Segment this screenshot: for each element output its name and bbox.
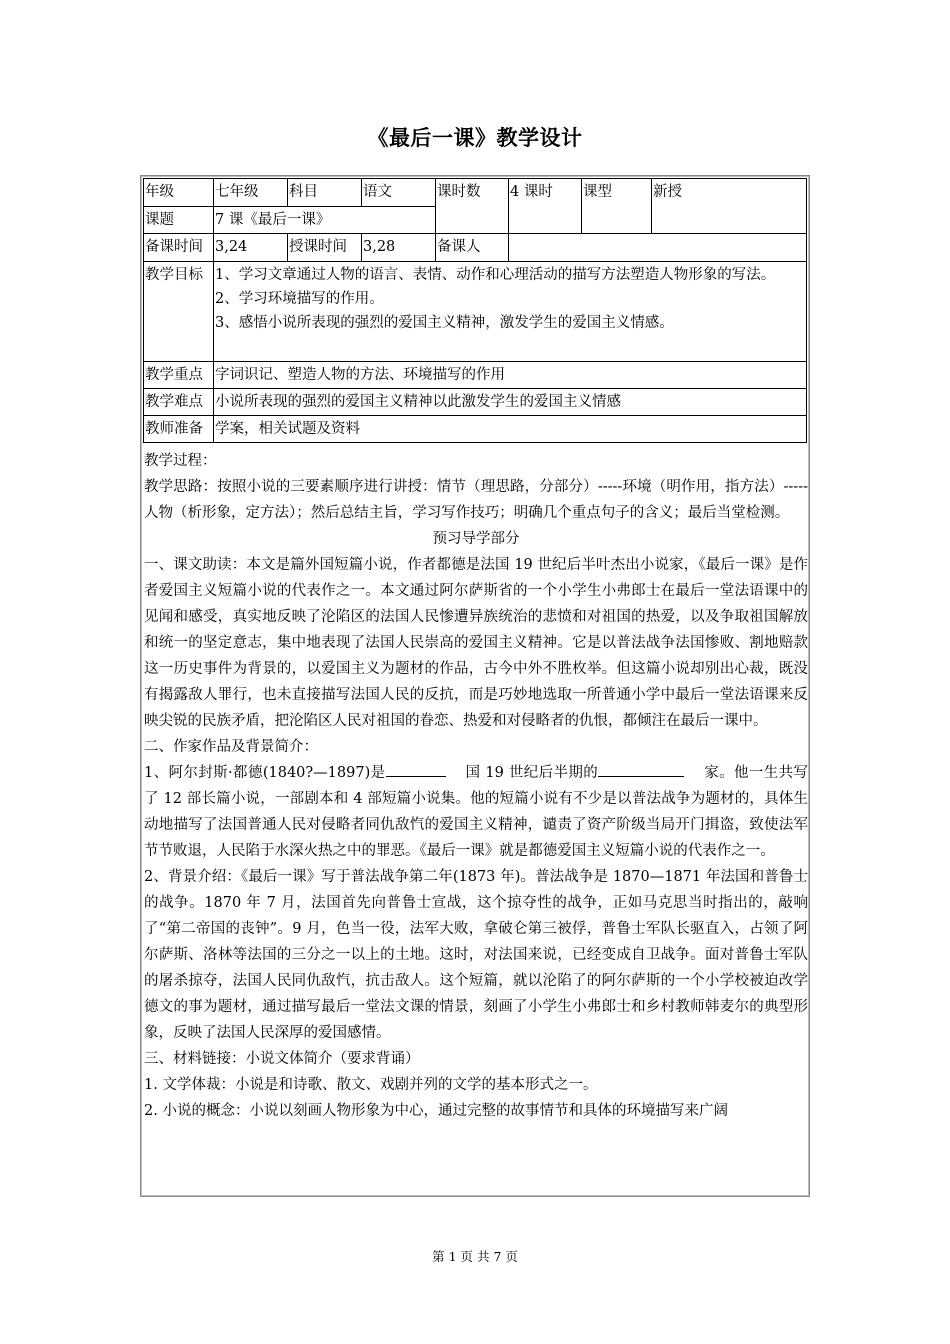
goal-item: 3、感悟小说所表现的强烈的爱国主义精神，激发学生的爱国主义情感。 <box>215 315 674 331</box>
genre-item: 1. 文学体裁：小说是和诗歌、散文、戏剧并列的文学的基本形式之一。 <box>144 1077 598 1093</box>
author-heading: 二、作家作品及背景简介： <box>144 739 318 755</box>
fill-blank-profession[interactable] <box>598 760 684 777</box>
fill-blank-country[interactable] <box>386 760 446 777</box>
preparer-value <box>509 234 807 262</box>
hours-value: 4 课时 <box>509 179 582 234</box>
document-title: 《最后一课》教学设计 <box>367 125 583 150</box>
topic-value: 7 课《最后一课》 <box>214 207 436 234</box>
grade-value: 七年级 <box>214 179 288 207</box>
prep-time-label: 备课时间 <box>144 234 214 262</box>
goals-cell <box>214 262 807 362</box>
page-footer: 第 1 页 共 7 页 <box>432 1249 518 1264</box>
type-label: 课型 <box>582 179 652 234</box>
teach-time-label: 授课时间 <box>288 234 362 262</box>
author-text-b: 国 19 世纪后半期的 <box>465 765 599 781</box>
prep-time-value: 3,24 <box>214 234 288 262</box>
materials-heading: 三、材料链接：小说文体简介（要求背诵） <box>144 1051 420 1067</box>
lesson-info-table <box>143 178 807 443</box>
text-aid-paragraph: 一、课文助读：本文是篇外国短篇小说，作者都德是法国 19 世纪后半叶杰出小说家，《最后一课》是作者爱国主义短篇小说的代表作之一。本文通过阿尔萨斯省的一个小学生小弗郎士在最后一堂法语课中的见闻和感受，真实地反映了沦陷区的法国人民惨遭异族统治的悲愤和对祖国的热爱，以及争取祖国解放和统一的坚定意志，集中地表现了法国人民崇高的爱国主义精神。它是以普法战争法国惨败、割地赔款这一历史事件为背景的，以爱国主义为题材的作品，古今中外不胜枚举。但这篇小说却别出心裁，既没有揭露敌人罪行，也未直接描写法国人民的反抗，而是巧妙地选取一所普通小学中最后一堂法语课来反映尖锐的民族矛盾，把沦陷区人民对祖国的眷恋、热爱和对侵略者的仇恨，都倾注在最后一课中。 <box>144 557 808 729</box>
goals-label: 教学目标 <box>144 262 214 362</box>
key-points-value: 字词识记、塑造人物的方法、环境描写的作用 <box>214 362 807 389</box>
concept-item: 2. 小说的概念：小说以刻画人物形象为中心，通过完整的故事情节和具体的环境描写来广阔 <box>144 1103 728 1119</box>
goal-item: 1、学习文章通过人物的语言、表情、动作和心理活动的描写方法塑造人物形象的写法。 <box>215 267 776 283</box>
teach-time-value: 3,28 <box>362 234 436 262</box>
subject-value: 语文 <box>362 179 436 207</box>
topic-label: 课题 <box>144 207 214 234</box>
difficulty-value: 小说所表现的强烈的爱国主义精神以此激发学生的爱国主义情感 <box>214 389 807 416</box>
type-value: 新授 <box>652 179 807 234</box>
preparer-label: 备课人 <box>436 234 509 262</box>
process-heading: 教学过程： <box>144 453 217 469</box>
background-paragraph: 2、背景介绍：《最后一课》写于普法战争第二年(1873 年)。普法战争是 1870—1871 年法国和普鲁士的战争。1870 年 7 月，法国首先向普鲁士宣战，这个掠夺性的战争，正如马克思当时指出的，敲响了“第二帝国的丧钟”。9 月，色当一役，法军大败，拿破仑第三被俘，普鲁士军队长驱直入，占领了阿尔萨斯、洛林等法国的三分之一以上的土地。这时，对法国来说，已经变成自卫战争。面对普鲁士军队的屠杀掠夺，法国人民同仇敌忾，抗击敌人。这个短篇，就以沦陷了的阿尔萨斯的一个小学校被迫改学德文的事为题材，通过描写最后一堂法文课的情景，刻画了小学生小弗郎士和乡村教师韩麦尔的典型形象，反映了法国人民深厚的爱国感情。 <box>144 869 808 1041</box>
difficulty-label: 教学难点 <box>144 389 214 416</box>
subject-label: 科目 <box>288 179 362 207</box>
materials-value: 学案，相关试题及资料 <box>214 416 807 443</box>
goal-item: 2、学习环境描写的作用。 <box>215 291 384 307</box>
section-title: 预习导学部分 <box>432 531 520 547</box>
lesson-process <box>144 448 808 1124</box>
hours-label: 课时数 <box>436 179 509 234</box>
teaching-approach: 教学思路：按照小说的三要素顺序进行讲授：情节（理思路，分部分）-----环境（明作用，指方法）-----人物（析形象，定方法）；然后总结主旨，学习写作技巧；明确几个重点句子的含义；最后当堂检测。 <box>144 479 808 521</box>
author-text-a: 1、阿尔封斯·都德(1840?—1897)是 <box>144 765 386 781</box>
grade-label: 年级 <box>144 179 214 207</box>
author-paragraph <box>144 760 808 864</box>
materials-label: 教师准备 <box>144 416 214 443</box>
key-points-label: 教学重点 <box>144 362 214 389</box>
author-text-c: 家。他一生共写了 12 部长篇小说，一部剧本和 4 部短篇小说集。他的短篇小说有不少是以普法战争为题材的，具体生动地描写了法国普通人民对侵略者同仇敌忾的爱国主义精神，谴责了资产阶级当局开门揖盗，致使法军节节败退，人民陷于水深火热之中的罪恶。《最后一课》就是都德爱国主义短篇小说的代表作之一。 <box>144 765 809 859</box>
